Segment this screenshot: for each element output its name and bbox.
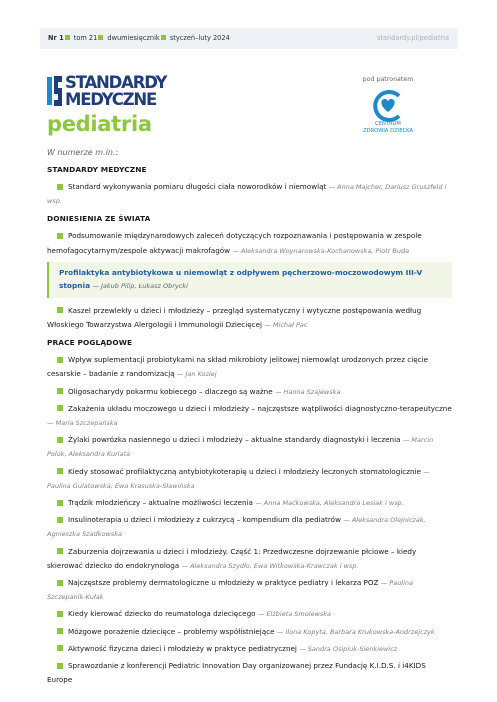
website-link[interactable]: standardy.pl/pediatria xyxy=(376,34,449,42)
item-authors: — Maria Szczepańska xyxy=(47,419,118,428)
heart-logo-icon xyxy=(365,90,411,122)
issue-volume: tom 21 xyxy=(73,34,98,42)
bullet-icon xyxy=(57,388,63,394)
item-authors: — Anna Maćkowska, Aleksandra Lesiak i wsp. xyxy=(255,499,404,508)
item-title: Najczęstsze problemy dermatologiczne u młodzieży w praktyce pediatry i lekarza POZ xyxy=(68,578,379,588)
item-title: Kiedy kierować dziecko do reumatologa dziecięcego xyxy=(68,609,256,619)
logo-word-medyczne: MEDYCZNE xyxy=(65,90,157,109)
item-title: Trądzik młodzieńczy – aktualne możliwości leczenia xyxy=(68,498,253,508)
issue-info-bar xyxy=(40,28,458,49)
list-item[interactable] xyxy=(47,513,452,541)
item-authors: — Marcin Polok, Aleksandra Kuriata xyxy=(47,436,434,459)
patronage-org-line1: CENTRUM xyxy=(375,121,401,127)
item-title: Kiedy stosować profilaktyczną antybiotykoterapię u dzieci i młodzieży leczonych stomatologicznie xyxy=(68,466,421,476)
bullet-icon xyxy=(57,645,63,651)
item-authors: — Jan Koziej xyxy=(176,370,217,379)
list-item[interactable] xyxy=(47,433,452,461)
highlight-title: Profilaktyka antybiotykowa u niemowląt z odpływem pęcherzowo-moczowodowym III-V stopnia xyxy=(59,267,423,291)
bullet-icon xyxy=(57,307,63,313)
green-square-icon xyxy=(161,35,166,40)
list-item[interactable] xyxy=(47,642,452,656)
patronage-org-line2: ZDROWIA DZIECKA xyxy=(363,128,413,134)
bullet-icon xyxy=(57,663,63,669)
standardy-medyczne-logo xyxy=(47,74,197,108)
list-item[interactable] xyxy=(47,229,452,257)
item-authors: — Michał Pac xyxy=(264,321,308,330)
list-item[interactable] xyxy=(47,545,452,573)
list-item[interactable] xyxy=(47,496,452,510)
green-square-icon xyxy=(65,35,70,40)
item-title: Zaburzenia dojrzewania u dzieci i młodzieży. Część 1: Przedwczesne dojrzewanie płciowe – kiedy skierować dziecko do endokrynologa xyxy=(47,546,417,570)
list-item[interactable] xyxy=(47,304,452,332)
item-title: Żylaki powrózka nasiennego u dzieci i młodzieży – aktualne standardy diagnostyki i leczenia xyxy=(68,435,401,445)
item-title: Standard wykonywania pomiaru długości ciała noworodków i niemowląt xyxy=(68,182,327,191)
highlighted-article[interactable] xyxy=(47,262,452,298)
list-item[interactable] xyxy=(47,402,452,430)
list-item[interactable] xyxy=(47,625,452,639)
item-title: Zakażenia układu moczowego u dzieci i młodzieży – najczęstsze wątpliwości diagnostyczno-terapeutyczne xyxy=(68,403,452,413)
item-title: Oligosacharydy pokarmu kobiecego – dlaczego są ważne xyxy=(68,386,273,396)
bullet-icon xyxy=(57,437,63,443)
item-authors: — Hanna Szajewska xyxy=(274,387,341,396)
bullet-icon xyxy=(57,517,63,523)
item-authors: — Sandra Osipiuk-Sienkiewicz xyxy=(299,644,398,653)
item-authors: — Aleksandra Szydło, Ewa Witkowska-Krawczak i wsp. xyxy=(181,561,359,570)
highlight-authors: — Jakub Pilip, Łukasz Obrycki xyxy=(92,282,188,291)
list-item[interactable] xyxy=(47,385,452,399)
item-title: Sprawozdanie z konferencji Pediatric Innovation Day organizowanej przez Fundację K.I.D.S. i i4KIDS Europe xyxy=(47,661,426,685)
list-item[interactable] xyxy=(47,180,452,208)
journal-subtitle: pediatria xyxy=(47,112,152,136)
bullet-icon xyxy=(57,405,63,411)
issue-number: Nr 1 xyxy=(48,34,64,42)
item-authors: — Paulina Szczepanik-Kułak xyxy=(47,579,414,602)
item-title: Insulinoterapia u dzieci i młodzieży z cukrzycą – kompendium dla pediatrów xyxy=(68,515,341,525)
item-authors: — Paulina Gulatowska, Ewa Krasuska-Sławińska xyxy=(47,467,430,490)
toc-intro: W numerze m.in.: xyxy=(47,148,119,157)
section-title: PRACE POGLĄDOWE xyxy=(47,338,133,348)
patronage-block xyxy=(350,76,426,134)
issue-frequency: dwumiesięcznik xyxy=(107,34,160,42)
patronage-organization xyxy=(350,121,426,135)
item-authors: — Aleksandra Woynarowska-Kochanowska, Piotr Buda xyxy=(232,246,410,255)
issue-meta xyxy=(48,28,230,49)
green-square-icon xyxy=(98,35,103,40)
item-title: Wpływ suplementacji probiotykami na skład mikrobioty jelitowej niemowląt urodzonych przez cięcie cesarskie – badanie z randomizacją xyxy=(47,355,429,379)
bullet-icon xyxy=(57,548,63,554)
section-title: DONIESIENIA ZE ŚWIATA xyxy=(47,214,151,224)
bullet-icon xyxy=(57,611,63,617)
issue-period: styczeń–luty 2024 xyxy=(169,34,230,42)
list-item[interactable] xyxy=(47,607,452,621)
bullet-icon xyxy=(57,357,63,363)
list-item[interactable] xyxy=(47,576,452,604)
item-title: Kaszel przewlekły u dzieci i młodzieży – przegląd systematyczny i wytyczne postępowania według Włoskiego Towarzystwa Alergologii i Immunologii Dziecięcej xyxy=(47,305,422,330)
item-title: Podsumowanie międzynarodowych zaleceń dotyczących rozpoznawania i postępowania w zespole hemofagocytarnym/zespole aktywacji makrofagów xyxy=(47,231,422,255)
bullet-icon xyxy=(57,580,63,586)
logo-mark-icon xyxy=(47,74,63,108)
item-title: Aktywność fizyczna dzieci i młodzieży w praktyce pediatrycznej xyxy=(68,643,297,653)
item-authors: — Elżbieta Smolewska xyxy=(257,610,331,619)
list-item[interactable] xyxy=(47,353,452,381)
bullet-icon xyxy=(57,468,63,474)
item-title: Mózgowe porażenie dziecięce – problemy współistniejące xyxy=(68,626,275,636)
bullet-icon xyxy=(57,628,63,634)
patronage-label: pod patronatem xyxy=(362,76,414,83)
item-authors: — Aleksandra Olejniczak, Agnieszka Szadkowska xyxy=(47,516,426,539)
bullet-icon xyxy=(57,184,63,190)
list-item[interactable] xyxy=(47,465,452,493)
logo-word-standardy: STANDARDY xyxy=(65,73,167,92)
item-authors: — Ilona Kopyta, Barbara Krukowska-Andrzejczyk xyxy=(276,627,435,636)
table-of-contents xyxy=(47,146,452,690)
item-authors: — Anna Majcher, Dariusz Gruszfeld i wsp. xyxy=(47,183,447,206)
bullet-icon xyxy=(57,233,63,239)
bullet-icon xyxy=(57,500,63,506)
section-title: STANDARDY MEDYCZNE xyxy=(47,165,147,174)
list-item[interactable] xyxy=(47,659,452,687)
